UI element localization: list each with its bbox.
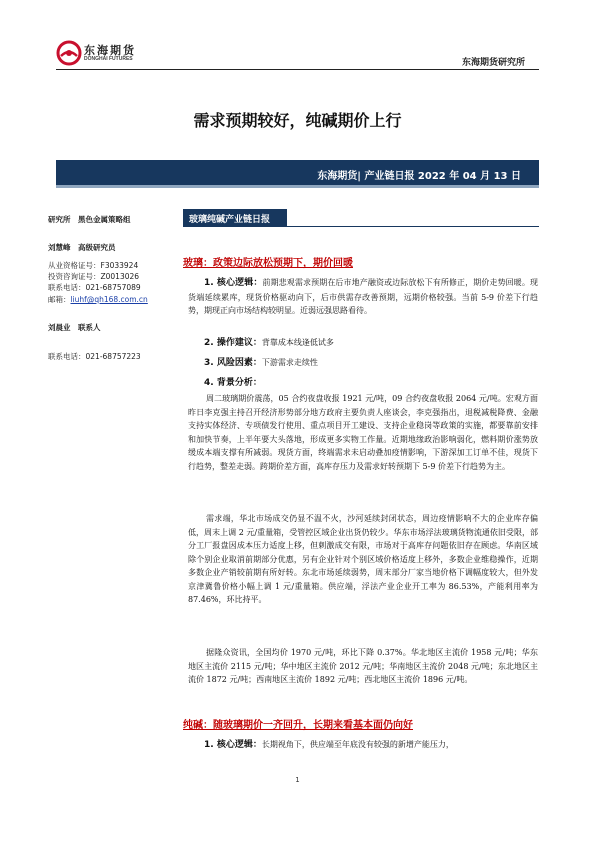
sidebar-analyst-name: 刘慧峰 高级研究员 <box>48 243 116 252</box>
section-divider <box>183 226 539 227</box>
soda-core-logic-text: 长期视角下，供应端至年底没有较强的新增产能压力， <box>261 740 454 749</box>
glass-core-logic <box>188 276 538 318</box>
soda-core-logic <box>188 738 538 753</box>
sidebar-advisor-cert: 投资咨询证号：Z0013026 <box>48 272 140 281</box>
glass-core-logic-label: 1. 核心逻辑： <box>204 278 263 288</box>
glass-risk <box>188 356 538 371</box>
header-divider <box>56 69 539 70</box>
logo-text-cn: 东海期货 <box>84 44 136 57</box>
glass-risk-label: 3. 风险因素： <box>204 358 262 368</box>
glass-bg-paragraph-2: 需求端，华北市场成交仍显不温不火，沙河延续封闭状态，周边疫情影响不大的企业库存偏低，周末上调 2 元/重量箱，受管控区域企业出货仍较少。华东市场浮法玻璃货物流通依旧受限，部分工厂报盘因成本压力适度上移，但刺激成交有限，市场对于高库存问题依旧存在顾虑。华南区域除个别企业取消前期部分优惠，另有企业针对个别区域价格适度上移外，多数企业维稳操作，近期多数企业产销较前期有所好转。东北市场延续弱势，周末部分厂家当地价格下调幅度较大，但外发京津冀鲁价格小幅上调 1 元/重量箱。供应端，浮法产业企业开工率为 86.53%，产能利用率为 87.46%，环比持平。 <box>188 514 538 604</box>
report-title: 需求预期较好，纯碱期价上行 <box>193 111 402 130</box>
sidebar-phone: 联系电话：021-68757089 <box>48 283 141 292</box>
glass-advice <box>188 336 538 351</box>
glass-advice-label: 2. 操作建议： <box>204 338 262 348</box>
institute-name: 东海期货研究所 <box>461 58 525 68</box>
glass-advice-text: 背靠成本线逢低试多 <box>261 338 334 347</box>
sidebar-email-label: 邮箱： <box>48 295 71 304</box>
glass-background <box>188 376 538 391</box>
sidebar-cert: 从业资格证号：F3033924 <box>48 261 139 270</box>
sidebar-email-link[interactable]: liuhf@qh168.com.cn <box>70 295 148 304</box>
glass-bg-paragraph-3: 据隆众资讯，全国均价 1970 元/吨，环比下降 0.37%。华北地区主流价 1958 元/吨；华东地区主流价 2115 元/吨；华中地区主流价 2012 元/吨；华南地区主流价 2048 元/吨；东北地区主流价 1872 元/吨；西南地区主流价 1892 元/吨；西北地区主流价 1896 元/吨。 <box>188 648 538 684</box>
company-logo <box>56 40 166 70</box>
glass-risk-text: 下游需求走续性 <box>261 358 318 367</box>
glass-core-logic-text: 前期悲观需求预期在后市地产融资或边际放松下有所修正，期价走势回暖。现货端延续累库，现货价格驱动向下，后市供需存改善预期，远期价格较强。当前 5-9 价差下行趋势，期现正向市场结构较明显。近弱远强思路看待。 <box>188 278 538 315</box>
sidebar-contact-name: 刘晨业 联系人 <box>48 323 101 332</box>
report-info-bar <box>56 160 539 188</box>
glass-heading: 玻璃：政策边际放松预期下，期价回暖 <box>183 258 353 269</box>
sidebar-dept: 研究所 黑色金属策略组 <box>48 215 131 224</box>
soda-heading: 纯碱：随玻璃期价一齐回升，长期来看基本面仍向好 <box>183 720 413 731</box>
report-date-label: 东海期货| 产业链日报 2022 年 04 月 13 日 <box>317 171 521 182</box>
glass-bg-paragraph-1: 周二玻璃期价震荡，05 合约夜盘收报 1921 元/吨，09 合约夜盘收报 2064 元/吨。宏观方面昨日李克强主持召开经济形势部分地方政府主要负责人座谈会，李克强指出，退税减税降费、金融支持实体经济、专项债发行使用、重点项目开工建设、支持企业稳岗等政策的实施，都要靠前安排和加快节奏，上半年要大头落地，形成更多实物工作量。近期地缘政治影响弱化，燃料期价涨势放缓成本端支撑有所减弱。现货方面，终端需求未启动叠加疫情影响，下游深加工订单不佳，现货下行趋势，整差走弱。跨期价差方面，高库存压力及需求好转预期下 5-9 价差下行趋势为主。 <box>188 394 538 471</box>
soda-core-logic-label: 1. 核心逻辑： <box>204 740 262 750</box>
glass-background-label: 4. 背景分析： <box>204 378 262 388</box>
section-tag: 玻璃纯碱产业链日报 <box>183 209 287 227</box>
sidebar-contact-phone: 联系电话：021-68757223 <box>48 352 141 361</box>
logo-text-en: DONGHAI FUTURES <box>84 56 133 62</box>
donghai-logo-icon <box>56 40 82 66</box>
page-number: 1 <box>295 776 300 784</box>
sidebar-email-row <box>48 294 148 305</box>
